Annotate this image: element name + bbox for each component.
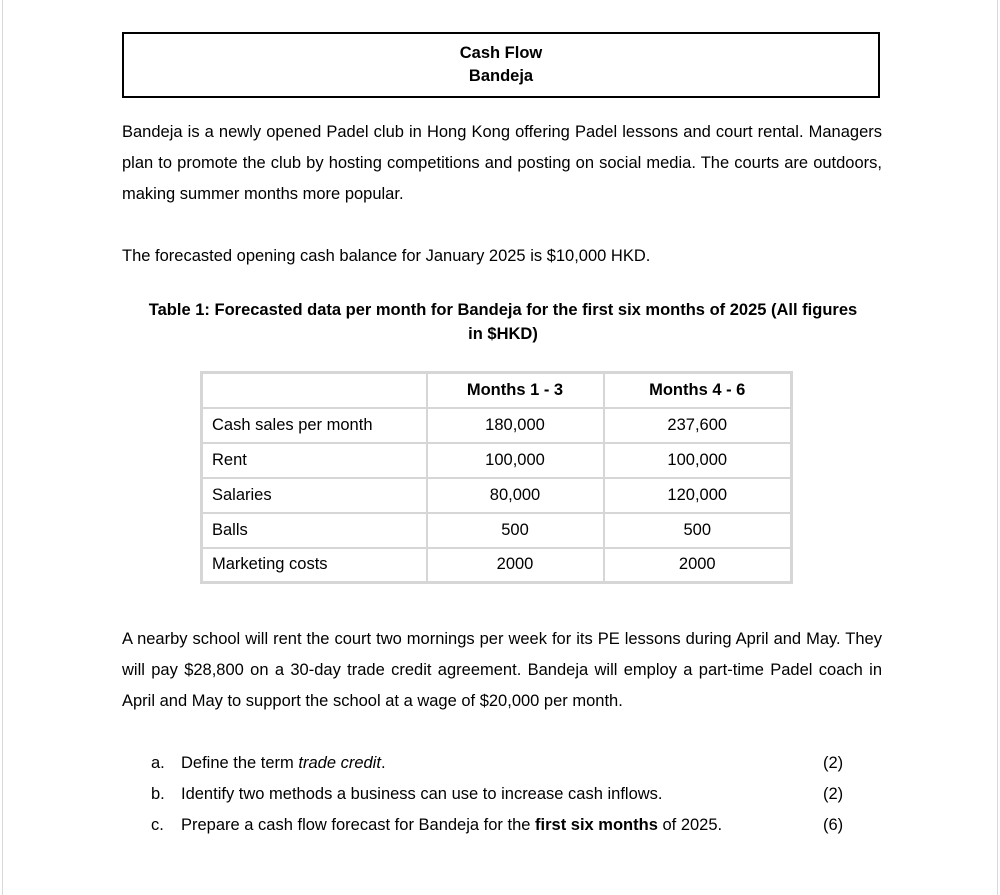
title-line-1: Cash Flow (459, 44, 543, 62)
cell-months-4-6: 237,600 (604, 408, 792, 443)
intro-paragraph: Bandeja is a newly opened Padel club in Hong Kong offering Padel lessons and court rental. Managers plan to promote the club by hosting competitions and posting on social media. The courts are outdoors, making summer months more popular. (122, 123, 882, 203)
table-row (202, 443, 792, 478)
cell-months-4-6: 2000 (604, 548, 792, 583)
question-text-part: . (380, 754, 386, 772)
table-header-months-1-3: Months 1 - 3 (427, 373, 604, 408)
table-row (202, 408, 792, 443)
school-paragraph: A nearby school will rent the court two mornings per week for its PE lessons during April and May. They will pay $28,800 on a 30-day trade credit agreement. Bandeja will employ a part-time Padel coach in April and May to support the school at a wage of $20,000 per month. (122, 630, 882, 710)
forecast-table (200, 371, 793, 584)
cell-months-1-3: 180,000 (427, 408, 604, 443)
question-text: Identify two methods a business can use to increase cash inflows. (181, 785, 663, 803)
cell-months-1-3: 500 (427, 513, 604, 548)
question-marks: (2) (823, 785, 844, 803)
cell-months-1-3: 80,000 (427, 478, 604, 513)
row-label: Cash sales per month (202, 408, 427, 443)
question-list (151, 748, 851, 841)
question-text-part: Define the term (181, 754, 299, 772)
question-text (181, 748, 386, 779)
document-page (2, 0, 998, 895)
table-header-row (202, 373, 792, 408)
row-label: Salaries (202, 478, 427, 513)
question-bold-phrase: first six months (535, 816, 658, 834)
table-row (202, 513, 792, 548)
question-text-part: of 2025. (657, 816, 723, 834)
question-b (151, 779, 851, 810)
cell-months-4-6: 100,000 (604, 443, 792, 478)
question-letter: c. (151, 816, 164, 834)
cell-months-4-6: 120,000 (604, 478, 792, 513)
table-header-empty (202, 373, 427, 408)
opening-balance-text: The forecasted opening cash balance for January 2025 is $10,000 HKD. (122, 247, 651, 265)
title-line-2: Bandeja (468, 67, 534, 85)
cell-months-1-3: 100,000 (427, 443, 604, 478)
cell-months-4-6: 500 (604, 513, 792, 548)
question-term-emphasis: trade credit (298, 754, 381, 772)
question-marks: (6) (823, 816, 844, 834)
question-a (151, 748, 851, 779)
question-letter: a. (151, 754, 165, 772)
table-caption: Table 1: Forecasted data per month for Bandeja for the first six months of 2025 (All figures in $HKD) (148, 301, 858, 343)
question-marks: (2) (823, 754, 844, 772)
row-label: Marketing costs (202, 548, 427, 583)
question-text (181, 810, 722, 841)
table-row (202, 548, 792, 583)
table-header-months-4-6: Months 4 - 6 (604, 373, 792, 408)
title-box (122, 32, 880, 98)
row-label: Balls (202, 513, 427, 548)
question-c (151, 810, 851, 841)
table-row (202, 478, 792, 513)
question-text-part: Prepare a cash flow forecast for Bandeja for the (181, 816, 536, 834)
row-label: Rent (202, 443, 427, 478)
cell-months-1-3: 2000 (427, 548, 604, 583)
question-letter: b. (151, 785, 165, 803)
